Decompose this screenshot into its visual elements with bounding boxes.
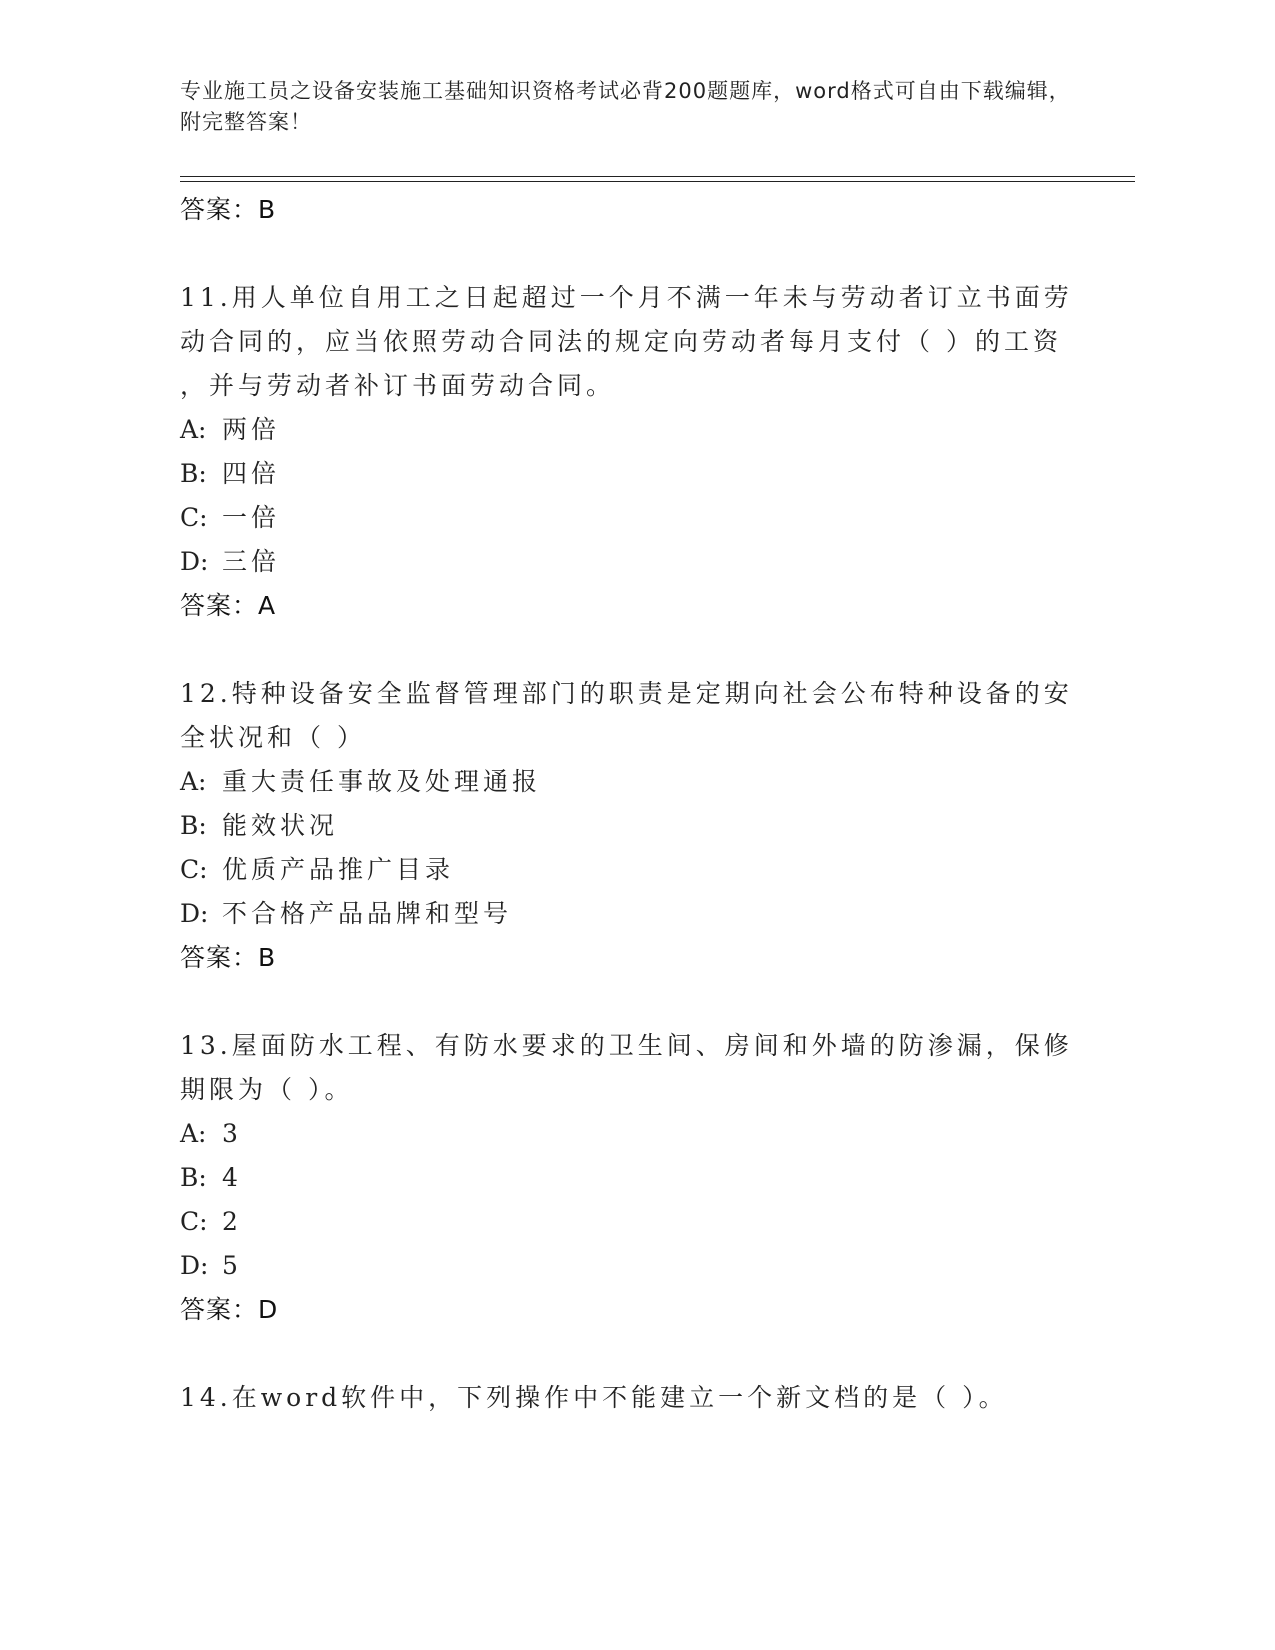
question-block	[180, 1376, 1080, 1420]
header-divider-top	[180, 176, 1135, 177]
option-text: 2	[222, 1207, 242, 1236]
option-text: 4	[222, 1163, 242, 1192]
question-block	[180, 672, 1080, 980]
option-key: D:	[180, 547, 209, 576]
option-text: 三倍	[222, 547, 281, 576]
option-c	[180, 496, 1080, 540]
option-d	[180, 1244, 1080, 1288]
option-key: A:	[180, 415, 207, 444]
option-key: A:	[180, 1119, 207, 1148]
option-text: 重大责任事故及处理通报	[222, 767, 542, 796]
header-title: 专业施工员之设备安装施工基础知识资格考试必背200题题库，word格式可自由下载编辑，附完整答案！	[180, 79, 1071, 134]
answer-line: 答案：D	[180, 1295, 279, 1324]
option-key: B:	[180, 811, 207, 840]
option-b	[180, 452, 1080, 496]
spacer	[180, 232, 1080, 276]
document-body	[180, 188, 1080, 1420]
option-key: A:	[180, 767, 207, 796]
spacer	[180, 1332, 1080, 1376]
option-key: B:	[180, 1163, 207, 1192]
header-divider-bottom	[180, 181, 1135, 182]
question-block	[180, 276, 1080, 628]
option-text: 不合格产品品牌和型号	[222, 899, 513, 928]
stem-line: ，并与劳动者补订书面劳动合同。	[180, 371, 616, 400]
question-block	[180, 1024, 1080, 1332]
spacer	[180, 628, 1080, 672]
option-text: 优质产品推广目录	[222, 855, 455, 884]
stem-line: 13.屋面防水工程、有防水要求的卫生间、房间和外墙的防渗漏，保修	[180, 1031, 1073, 1060]
option-b	[180, 1156, 1080, 1200]
stem-line: 动合同的，应当依照劳动合同法的规定向劳动者每月支付（ ）的工资	[180, 327, 1062, 356]
option-key: B:	[180, 459, 207, 488]
question-stem	[180, 672, 1080, 760]
option-key: D:	[180, 1251, 209, 1280]
option-key: D:	[180, 899, 209, 928]
answer-line: 答案：B	[180, 195, 277, 224]
question-stem	[180, 1376, 1080, 1420]
question-stem	[180, 1024, 1080, 1112]
spacer	[180, 980, 1080, 1024]
answer-line: 答案：B	[180, 943, 277, 972]
question-stem	[180, 276, 1080, 408]
option-b	[180, 804, 1080, 848]
option-key: C:	[180, 1207, 208, 1236]
stem-line: 全状况和（ ）	[180, 723, 366, 752]
option-c	[180, 1200, 1080, 1244]
option-key: C:	[180, 503, 208, 532]
option-d	[180, 892, 1080, 936]
option-c	[180, 848, 1080, 892]
option-text: 5	[222, 1251, 242, 1280]
page-header	[180, 76, 1080, 138]
option-d	[180, 540, 1080, 584]
option-a	[180, 1112, 1080, 1156]
option-key: C:	[180, 855, 208, 884]
stem-line: 12.特种设备安全监督管理部门的职责是定期向社会公布特种设备的安	[180, 679, 1073, 708]
stem-line: 11.用人单位自用工之日起超过一个月不满一年未与劳动者订立书面劳	[180, 283, 1073, 312]
option-text: 3	[222, 1119, 242, 1148]
option-text: 四倍	[222, 459, 281, 488]
option-a	[180, 408, 1080, 452]
stem-line: 14.在word软件中，下列操作中不能建立一个新文档的是（ ）。	[180, 1383, 1008, 1412]
option-text: 能效状况	[222, 811, 339, 840]
answer-line: 答案：A	[180, 591, 277, 620]
option-text: 两倍	[222, 415, 281, 444]
stem-line: 期限为（ ）。	[180, 1075, 354, 1104]
option-text: 一倍	[222, 503, 281, 532]
option-a	[180, 760, 1080, 804]
